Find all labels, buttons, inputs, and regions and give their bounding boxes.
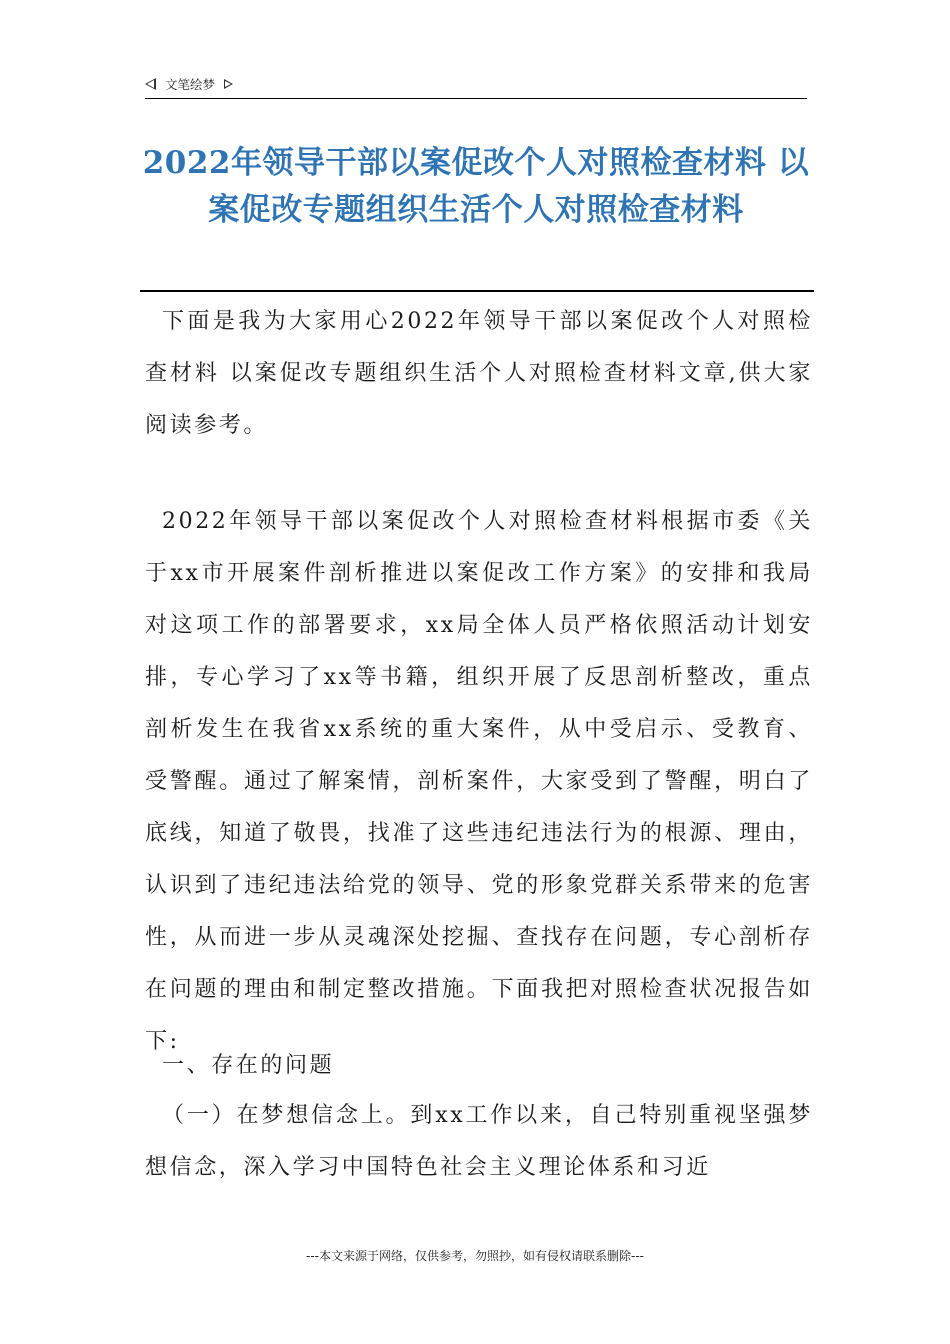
sub-paragraph: （一）在梦想信念上。到xx工作以来，自己特别重视坚强梦想信念，深入学习中国特色社会主义理论体系和习近 xyxy=(145,1103,813,1180)
main-paragraph: 2022年领导干部以案促改个人对照检查材料根据市委《关于xx市开展案件剖析推进以案促改工作方案》的安排和我局对这项工作的部署要求，xx局全体人员严格依照活动计划安排，专心学习了xx等书籍，组织开展了反思剖析整改，重点剖析发生在我省xx系统的重大案件，从中受启示、受教育、受警醒。通过了解案情，剖析案件，大家受到了警醒，明白了底线，知道了敬畏，找准了这些违纪违法行为的根源、理由，认识到了违纪违法给党的领导、党的形象党群关系带来的危害性，从而进一步从灵魂深处挖掘、查找存在问题，专心剖析存在问题的理由和制定整改措施。下面我把对照检查状况报告如下: xyxy=(145,509,813,1054)
page-header xyxy=(145,74,807,99)
intro-paragraph: 下面是我为大家用心2022年领导干部以案促改个人对照检查材料 以案促改专题组织生活个人对照检查材料文章,供大家阅读参考。 xyxy=(145,309,813,438)
document-title: 2022年领导干部以案促改个人对照检查材料 以案促改专题组织生活个人对照检查材料 xyxy=(142,145,810,228)
footer-disclaimer: ---本文来源于网络，仅供参考，勿照抄，如有侵权请联系删除--- xyxy=(306,1249,644,1263)
header-brand: 文笔绘梦 xyxy=(165,77,216,92)
title-divider xyxy=(140,290,814,292)
triangle-right-icon xyxy=(224,79,233,89)
section-heading: 一、存在的问题 xyxy=(162,1053,335,1078)
triangle-left-icon xyxy=(145,78,156,90)
